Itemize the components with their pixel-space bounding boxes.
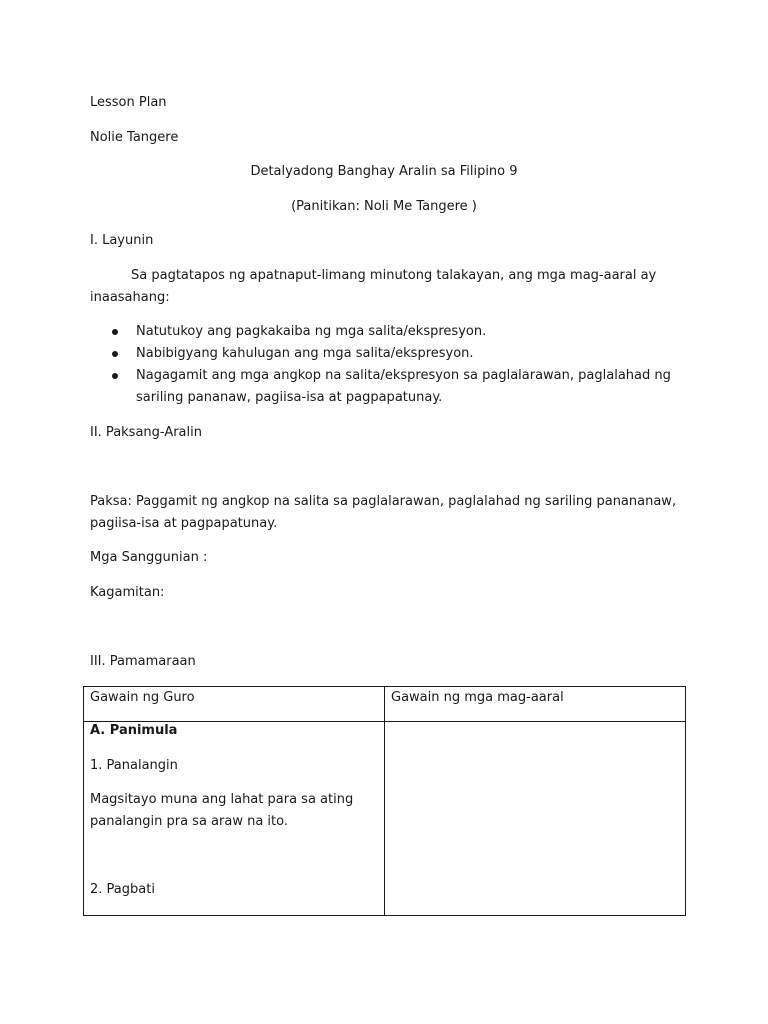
section-panimula: A. Panimula bbox=[90, 723, 178, 738]
bullet-icon bbox=[112, 329, 118, 335]
paksa-paragraph bbox=[90, 491, 690, 535]
document-subtitle: (Panitikan: Noli Me Tangere ) bbox=[291, 199, 477, 214]
paksang-aralin-heading: II. Paksang-Aralin bbox=[90, 425, 202, 440]
layunin-intro-line2: inaasahang: bbox=[90, 290, 170, 305]
table-row bbox=[84, 722, 686, 916]
table-header-cell bbox=[84, 687, 385, 722]
item-panalangin: 1. Panalangin bbox=[90, 758, 178, 773]
list-item bbox=[90, 321, 690, 343]
author-name: Nolie Tangere bbox=[90, 130, 179, 145]
list-item bbox=[90, 343, 690, 365]
bullet-text: Natutukoy ang pagkakaiba ng mga salita/ekspresyon. bbox=[136, 324, 487, 339]
document-title: Detalyadong Banghay Aralin sa Filipino 9 bbox=[250, 164, 518, 179]
table-cell-guro bbox=[84, 722, 385, 916]
instruction-line1: Magsitayo muna ang lahat para sa ating bbox=[90, 792, 354, 807]
pamamaraan-heading: III. Pamamaraan bbox=[90, 654, 196, 669]
pamamaraan-table bbox=[83, 686, 686, 916]
paksa-line2: pagiisa-isa at pagpapatunay. bbox=[90, 516, 278, 531]
bullet-icon bbox=[112, 373, 118, 379]
bullet-text: Nagagamit ang mga angkop na salita/ekspresyon sa paglalarawan, paglalahad ng sariling pananaw, pagiisa-isa at pagpapatunay. bbox=[136, 368, 671, 405]
table-header-cell bbox=[385, 687, 686, 722]
layunin-intro bbox=[90, 265, 690, 309]
col-mag-aaral-header: Gawain ng mga mag-aaral bbox=[391, 690, 564, 705]
col-guro-header: Gawain ng Guro bbox=[90, 690, 195, 705]
instruction-line2: panalangin pra sa araw na ito. bbox=[90, 814, 288, 829]
table-header-row bbox=[84, 687, 686, 722]
list-item bbox=[90, 365, 690, 409]
bullet-icon bbox=[112, 351, 118, 357]
table-cell-mag-aaral bbox=[385, 722, 686, 916]
kagamitan-label: Kagamitan: bbox=[90, 585, 165, 600]
paksa-line1: Paksa: Paggamit ng angkop na salita sa paglalarawan, paglalahad ng sariling panananaw, bbox=[90, 494, 677, 509]
layunin-bullet-list bbox=[90, 321, 690, 409]
item-pagbati: 2. Pagbati bbox=[90, 882, 155, 897]
layunin-intro-line1: Sa pagtatapos ng apatnaput-limang minutong talakayan, ang mga mag-aaral ay bbox=[131, 268, 657, 283]
layunin-heading: I. Layunin bbox=[90, 233, 154, 248]
lesson-plan-label: Lesson Plan bbox=[90, 95, 167, 110]
sanggunian-label: Mga Sanggunian : bbox=[90, 550, 208, 565]
bullet-text: Nabibigyang kahulugan ang mga salita/ekspresyon. bbox=[136, 346, 474, 361]
